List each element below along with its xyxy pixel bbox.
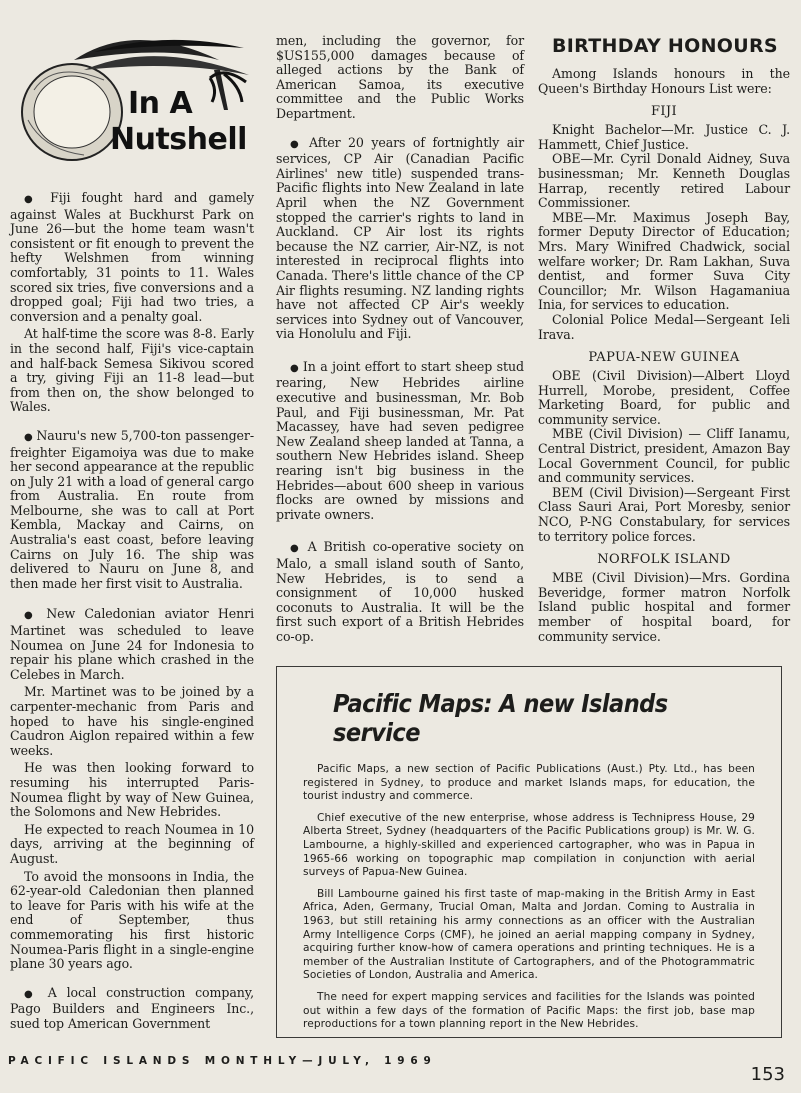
honours-entry: MBE (Civil Division)—Mrs. Gordina Beveridge, former matron Norfolk Island public hospital and former member of hospital board, for community service. (538, 570, 790, 644)
honours-entry: OBE (Civil Division)—Albert Lloyd Hurrell, Morobe, president, Coffee Marketing Board, for public and community service. (538, 368, 790, 427)
article-paragraph: ● A British co-operative society on Malo, a small island south of Santo, New Hebrides, is to send a consignment of 10,000 husked coconuts to Australia. It will be the first such export of a British Hebrides co-op. (276, 540, 524, 644)
middle-column (276, 34, 524, 645)
section-heading-png: PAPUA-NEW GUINEA (588, 350, 740, 366)
article-paragraph: men, including the governor, for $US155,000 damages because of alleged actions by the Bank of American Samoa, its executive committee and the Public Works Department. (276, 33, 524, 121)
honours-entry: Knight Bachelor—Mr. Justice C. J. Hammett, Chief Justice. (538, 122, 790, 152)
article-paragraph: At half-time the score was 8-8. Early in the second half, Fiji's vice-captain and half-back Semesa Sikivou scored a try, giving Fiji an 11-8 lead—but from then on, the show belonged to Wales. (10, 326, 254, 415)
article-paragraph: ● New Caledonian aviator Henri Martinet was scheduled to leave Noumea on June 24 for Indonesia to repair his plane which crashed in the Celebes in March. (10, 607, 254, 682)
box-paragraph: The need for expert mapping services and facilities for the Islands was pointed out within a few days of the formation of Pacific Maps: the first job, base map reproductions for a town planning report in the New Hebrides. (303, 990, 755, 1031)
honours-entry: BEM (Civil Division)—Sergeant First Class Sauri Arai, Port Moresby, senior NCO, P-NG Constabulary, for services to territory police forces. (538, 484, 790, 544)
article-paragraph: ● After 20 years of fortnightly air services, CP Air (Canadian Pacific Airlines' new title) suspended trans-Pacific flights into New Zealand in late April when the NZ Government stopped the carrier's rights to land in Auckland. CP Air lost its rights because the NZ carrier, Air-NZ, is not interested in reciprocal flights into Canada. There's little chance of the CP Air flights resuming. NZ landing rights have not affected CP Air's weekly services into Sydney out of Vancouver, via Honolulu and Fiji. (276, 136, 524, 342)
honours-entry: MBE—Mr. Maximus Joseph Bay, former Deputy Director of Education; Mrs. Mary Winifred Chadwick, social welfare worker; Dr. Ram Lakhan, Suva dentist, and former Suva City Councillor; Mr. Wilson Hagamaniua Inia, for services to education. (538, 209, 790, 313)
box-title: Pacific Maps: A new Islands service (333, 689, 668, 747)
honours-intro: Among Islands honours in the Queen's Birthday Honours List were: (538, 66, 790, 96)
article-paragraph: To avoid the monsoons in India, the 62-year-old Caledonian then planned to leave for Paris with his wife at the end of September, thus commemorating his first historic Noumea-Paris flight in a single-engine plane 30 years ago. (10, 868, 254, 972)
box-paragraph: Pacific Maps, a new section of Pacific Publications (Aust.) Pty. Ltd., has been registered in Sydney, to produce and market Islands maps, for education, the tourist industry and commerce. (303, 763, 755, 803)
article-paragraph: ● Nauru's new 5,700-ton passenger-freighter Eigamoiya was due to make her second appearance at the republic on July 21 with a load of general cargo from Australia. En route from Melbourne, she was to call at Port Kembla, Mackay and Cairns, on Australia's east coast, before leaving Cairns on July 16. The ship was delivered to Nauru on June 8, and then made her first visit to Australia. (10, 429, 254, 592)
in-a-nutshell-logo (14, 30, 258, 170)
article-paragraph: ● In a joint effort to start sheep stud rearing, New Hebrides airline executive and businessman, Mr. Bob Paul, and Fiji businessman, Mr. Pat Macassey, have had seven pedigree New Zealand sheep landed at Tanna, a southern New Hebrides island. Sheep rearing isn't big business in the Hebrides—about 600 sheep in various flocks are owned by missions and private owners. (276, 360, 524, 523)
honours-entry: OBE—Mr. Cyril Donald Aidney, Suva businessman; Mr. Kenneth Douglas Harrap, recently retired Labour Commissioner. (538, 151, 790, 211)
article-paragraph: ● Fiji fought hard and gamely against Wales at Buckhurst Park on June 26—but the home team wasn't consistent or fit enough to prevent the hefty Welshmen from winning comfortably, 31 points to 11. Wales scored six tries, five conversions and a dropped goal; Fiji had two tries, a conversion and a penalty goal. (10, 191, 254, 324)
section-heading-fiji: FIJI (650, 104, 678, 120)
masthead-footer: PACIFIC ISLANDS MONTHLY—JULY, 1969 (8, 1055, 437, 1067)
box-paragraph: Bill Lambourne gained his first taste of map-making in the British Army in East Africa, Aden, Germany, Trucial Oman, Malta and Jordan. Coming to Australia in 1963, but still retaining his army connections as an officer with the Australian Army Intelligence Corps (CMF), he joined an aerial mapping company in Sydney, acquiring further know-how of camera operations and printing techniques. He is a member of the Australian Institute of Cartographers, and of the Photogrammatric Societies of London, Australia and America. (303, 887, 755, 982)
article-paragraph: ● A local construction company, Pago Builders and Engineers Inc., sued top American Government (10, 986, 254, 1032)
section-heading-norfolk: NORFOLK ISLAND (597, 552, 731, 568)
article-paragraph: He was then looking forward to resuming his interrupted Paris-Noumea flight by way of New Guinea, the Solomons and New Hebrides. (10, 760, 254, 820)
right-column (538, 0, 790, 644)
logo-title-line2: Nutshell (110, 122, 247, 157)
honours-entry: Colonial Police Medal—Sergeant Ieli Irava. (538, 311, 790, 342)
left-column (10, 191, 254, 1031)
logo-title-line1: In A (128, 86, 193, 121)
box-paragraph: Chief executive of the new enterprise, whose address is Technipress House, 29 Alberta Street, Sydney (headquarters of the Pacific Publications group) is Mr. W. G. Lambourne, a highly-skilled and experienced cartographer, who was in Papua in 1965-66 working on topographic map compilation in conjunction with aerial surveys of Papua-New Guinea. (303, 811, 755, 879)
page-number: 153 (750, 1064, 785, 1085)
article-paragraph: He expected to reach Noumea in 10 days, arriving at the beginning of August. (10, 821, 254, 866)
box-body (303, 763, 755, 1032)
logo-title (110, 86, 247, 158)
pacific-maps-box (276, 666, 782, 1038)
birthday-honours-title: BIRTHDAY HONOURS (552, 35, 778, 57)
honours-entry: MBE (Civil Division) — Cliff Ianamu, Central District, president, Amazon Bay Local Government Council, for public and community services. (538, 426, 790, 486)
article-paragraph: Mr. Martinet was to be joined by a carpenter-mechanic from Paris and hoped to have his single-engined Caudron Aiglon repaired within a few weeks. (10, 684, 254, 758)
